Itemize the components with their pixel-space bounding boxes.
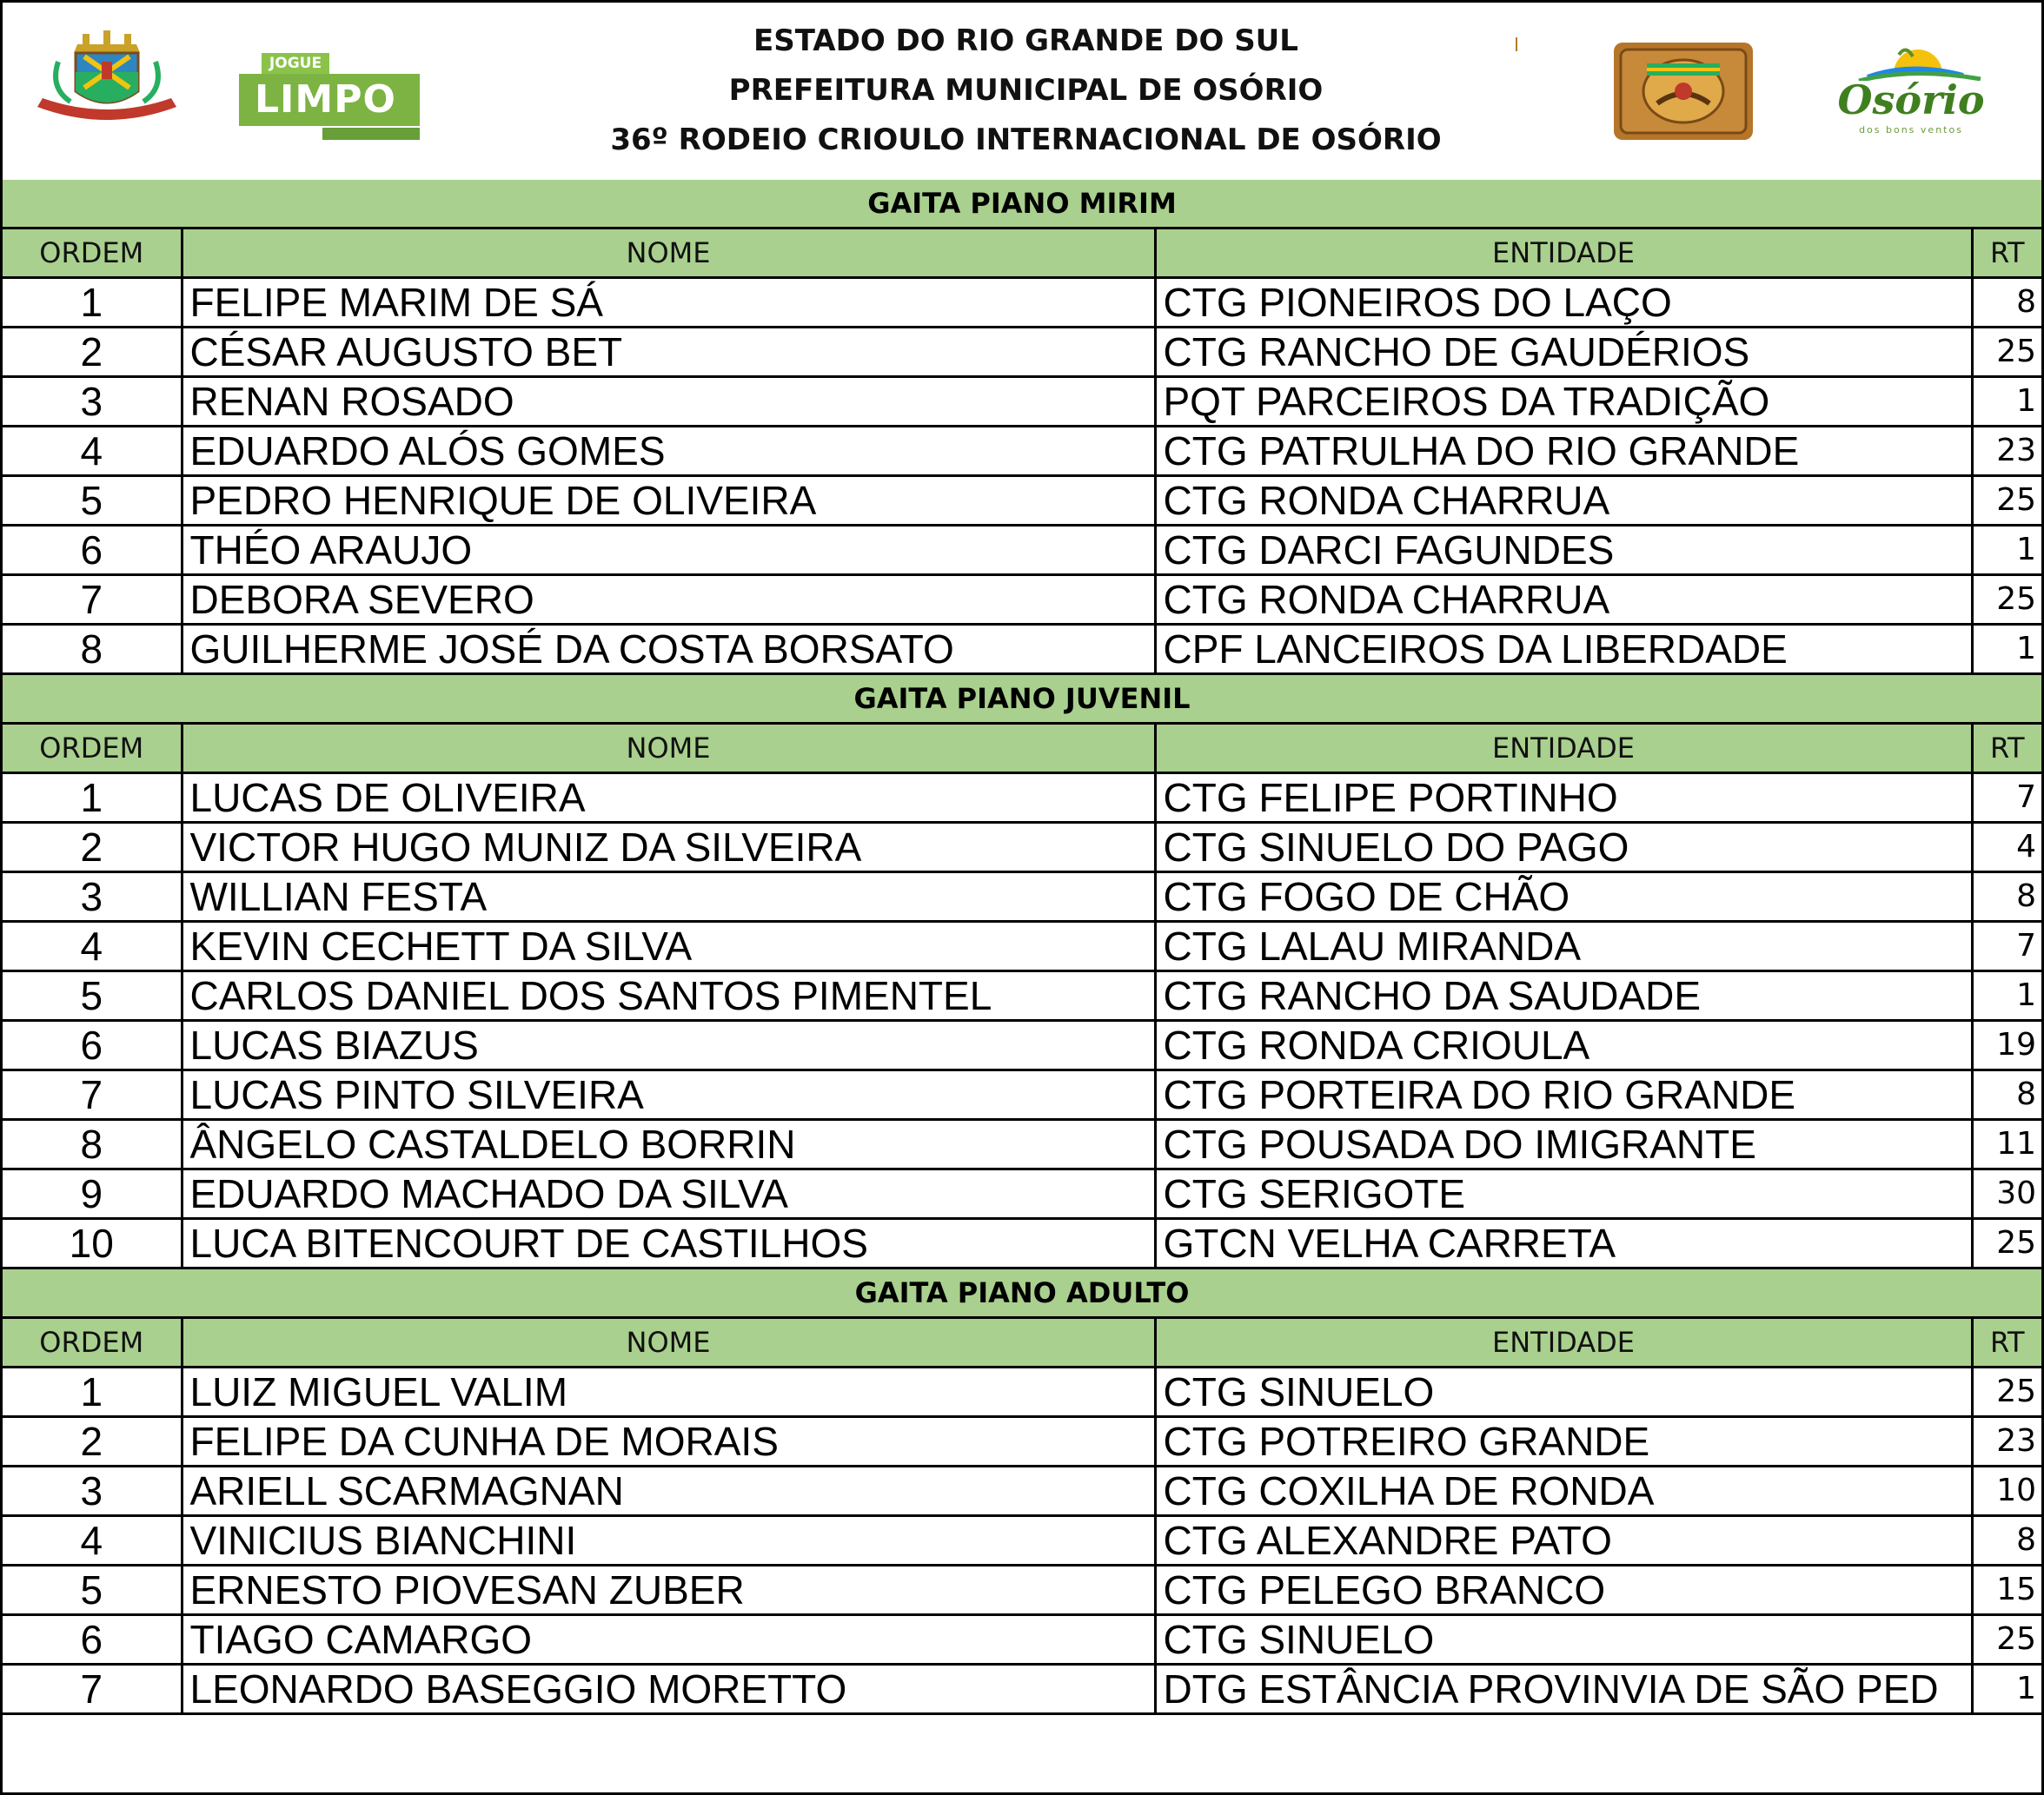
cell-ordem: 5 xyxy=(3,1566,182,1615)
cell-entidade: PQT PARCEIROS DA TRADIÇÃO xyxy=(1155,377,1972,427)
cell-entidade: CTG RONDA CRIOULA xyxy=(1155,1021,1972,1070)
cell-ordem: 2 xyxy=(3,1417,182,1467)
cell-ordem: 6 xyxy=(3,526,182,575)
participants-table-body xyxy=(3,180,2041,1714)
cell-nome: WILLIAN FESTA xyxy=(182,872,1155,922)
header-ordem: ORDEM xyxy=(3,724,182,773)
cell-entidade: CTG FELIPE PORTINHO xyxy=(1155,773,1972,823)
cell-nome: KEVIN CECHETT DA SILVA xyxy=(182,922,1155,971)
cell-ordem: 3 xyxy=(3,872,182,922)
cell-rt: 7 xyxy=(1972,773,2041,823)
header-ordem: ORDEM xyxy=(3,1318,182,1368)
cell-nome: EDUARDO MACHADO DA SILVA xyxy=(182,1169,1155,1219)
header-nome: NOME xyxy=(182,724,1155,773)
osorio-sun-icon xyxy=(1833,37,1986,81)
cell-nome: THÉO ARAUJO xyxy=(182,526,1155,575)
section-title: GAITA PIANO JUVENIL xyxy=(3,674,2041,724)
header-rt: RT xyxy=(1972,724,2041,773)
cell-nome: ÂNGELO CASTALDELO BORRIN xyxy=(182,1120,1155,1169)
cell-ordem: 3 xyxy=(3,377,182,427)
cell-entidade: CTG SERIGOTE xyxy=(1155,1169,1972,1219)
cell-nome: VINICIUS BIANCHINI xyxy=(182,1516,1155,1566)
cell-nome: LUIZ MIGUEL VALIM xyxy=(182,1368,1155,1417)
table-row xyxy=(3,427,2041,476)
cell-nome: PEDRO HENRIQUE DE OLIVEIRA xyxy=(182,476,1155,526)
cell-entidade: CPF LANCEIROS DA LIBERDADE xyxy=(1155,625,1972,674)
cell-entidade: CTG RONDA CHARRUA xyxy=(1155,575,1972,625)
cell-entidade: DTG ESTÂNCIA PROVINVIA DE SÃO PED xyxy=(1155,1665,1972,1714)
table-row xyxy=(3,971,2041,1021)
cell-rt: 8 xyxy=(1972,1070,2041,1120)
cell-rt: 19 xyxy=(1972,1021,2041,1070)
cell-ordem: 3 xyxy=(3,1467,182,1516)
table-row xyxy=(3,823,2041,872)
cell-ordem: 1 xyxy=(3,1368,182,1417)
header-nome: NOME xyxy=(182,229,1155,278)
cell-rt: 25 xyxy=(1972,1368,2041,1417)
table-row xyxy=(3,625,2041,674)
cell-ordem: 9 xyxy=(3,1169,182,1219)
cell-rt: 10 xyxy=(1972,1467,2041,1516)
cell-rt: 1 xyxy=(1972,526,2041,575)
cell-entidade: CTG RANCHO DA SAUDADE xyxy=(1155,971,1972,1021)
limpo-underline xyxy=(322,128,420,140)
cell-nome: CARLOS DANIEL DOS SANTOS PIMENTEL xyxy=(182,971,1155,1021)
rodeio-emblem-icon xyxy=(1612,41,1755,142)
cell-nome: FELIPE MARIM DE SÁ xyxy=(182,278,1155,328)
table-row xyxy=(3,328,2041,377)
cell-nome: EDUARDO ALÓS GOMES xyxy=(182,427,1155,476)
section-title-row xyxy=(3,180,2041,229)
table-row xyxy=(3,1070,2041,1120)
table-row xyxy=(3,1368,2041,1417)
column-header-row xyxy=(3,229,2041,278)
cell-rt: 11 xyxy=(1972,1120,2041,1169)
table-row xyxy=(3,575,2041,625)
cell-entidade: GTCN VELHA CARRETA xyxy=(1155,1219,1972,1268)
osorio-wordmark: Osório xyxy=(1837,76,1985,123)
cell-ordem: 7 xyxy=(3,575,182,625)
cell-ordem: 10 xyxy=(3,1219,182,1268)
table-row xyxy=(3,773,2041,823)
cell-rt: 23 xyxy=(1972,427,2041,476)
osorio-tagline: dos bons ventos xyxy=(1859,124,1963,136)
table-row xyxy=(3,1417,2041,1467)
cell-ordem: 1 xyxy=(3,773,182,823)
table-row xyxy=(3,1665,2041,1714)
osorio-logo xyxy=(1833,37,1986,142)
cell-ordem: 2 xyxy=(3,823,182,872)
cell-nome: ARIELL SCARMAGNAN xyxy=(182,1467,1155,1516)
cell-rt: 7 xyxy=(1972,922,2041,971)
header-state: ESTADO DO RIO GRANDE DO SUL xyxy=(753,23,1298,58)
cell-rt: 8 xyxy=(1972,1516,2041,1566)
table-row xyxy=(3,1021,2041,1070)
cell-ordem: 7 xyxy=(3,1665,182,1714)
table-row xyxy=(3,1566,2041,1615)
cell-nome: LUCAS PINTO SILVEIRA xyxy=(182,1070,1155,1120)
cell-rt: 1 xyxy=(1972,971,2041,1021)
cell-entidade: CTG PELEGO BRANCO xyxy=(1155,1566,1972,1615)
cell-entidade: CTG POTREIRO GRANDE xyxy=(1155,1417,1972,1467)
cell-entidade: CTG RANCHO DE GAUDÉRIOS xyxy=(1155,328,1972,377)
cell-entidade: CTG FOGO DE CHÃO xyxy=(1155,872,1972,922)
cell-entidade: CTG POUSADA DO IMIGRANTE xyxy=(1155,1120,1972,1169)
cell-entidade: CTG LALAU MIRANDA xyxy=(1155,922,1972,971)
cell-rt: 25 xyxy=(1972,1219,2041,1268)
cell-rt: 1 xyxy=(1972,625,2041,674)
header-prefeitura: PREFEITURA MUNICIPAL DE OSÓRIO xyxy=(728,73,1324,108)
cell-nome: CÉSAR AUGUSTO BET xyxy=(182,328,1155,377)
cell-nome: LUCA BITENCOURT DE CASTILHOS xyxy=(182,1219,1155,1268)
cell-entidade: CTG DARCI FAGUNDES xyxy=(1155,526,1972,575)
cell-ordem: 4 xyxy=(3,427,182,476)
municipal-crest-icon xyxy=(32,27,182,131)
cell-ordem: 6 xyxy=(3,1615,182,1665)
cell-entidade: CTG PORTEIRA DO RIO GRANDE xyxy=(1155,1070,1972,1120)
table-row xyxy=(3,526,2041,575)
cell-rt: 4 xyxy=(1972,823,2041,872)
cell-ordem: 1 xyxy=(3,278,182,328)
document-header xyxy=(3,3,2041,182)
cell-rt: 23 xyxy=(1972,1417,2041,1467)
cell-ordem: 5 xyxy=(3,971,182,1021)
table-row xyxy=(3,377,2041,427)
cell-nome: ERNESTO PIOVESAN ZUBER xyxy=(182,1566,1155,1615)
header-ordem: ORDEM xyxy=(3,229,182,278)
cell-entidade: CTG SINUELO xyxy=(1155,1368,1972,1417)
column-header-row xyxy=(3,724,2041,773)
cell-entidade: CTG PATRULHA DO RIO GRANDE xyxy=(1155,427,1972,476)
cell-ordem: 4 xyxy=(3,922,182,971)
cell-rt: 15 xyxy=(1972,1566,2041,1615)
header-event: 36º RODEIO CRIOULO INTERNACIONAL DE OSÓRIO xyxy=(610,123,1442,157)
section-title: GAITA PIANO ADULTO xyxy=(3,1268,2041,1318)
header-mark xyxy=(1516,37,1517,51)
cell-nome: GUILHERME JOSÉ DA COSTA BORSATO xyxy=(182,625,1155,674)
limpo-badge: LIMPO xyxy=(239,74,420,126)
table-row xyxy=(3,1169,2041,1219)
cell-nome: LUCAS DE OLIVEIRA xyxy=(182,773,1155,823)
header-entidade: ENTIDADE xyxy=(1155,1318,1972,1368)
cell-rt: 25 xyxy=(1972,575,2041,625)
column-header-row xyxy=(3,1318,2041,1368)
cell-entidade: CTG COXILHA DE RONDA xyxy=(1155,1467,1972,1516)
table-row xyxy=(3,476,2041,526)
cell-nome: LEONARDO BASEGGIO MORETTO xyxy=(182,1665,1155,1714)
header-entidade: ENTIDADE xyxy=(1155,724,1972,773)
cell-rt: 8 xyxy=(1972,872,2041,922)
section-title: GAITA PIANO MIRIM xyxy=(3,180,2041,229)
header-nome: NOME xyxy=(182,1318,1155,1368)
cell-rt: 25 xyxy=(1972,328,2041,377)
cell-ordem: 7 xyxy=(3,1070,182,1120)
cell-ordem: 8 xyxy=(3,1120,182,1169)
header-entidade: ENTIDADE xyxy=(1155,229,1972,278)
section-title-row xyxy=(3,1268,2041,1318)
cell-nome: DEBORA SEVERO xyxy=(182,575,1155,625)
cell-ordem: 8 xyxy=(3,625,182,674)
cell-nome: RENAN ROSADO xyxy=(182,377,1155,427)
table-row xyxy=(3,872,2041,922)
header-rt: RT xyxy=(1972,229,2041,278)
table-row xyxy=(3,1120,2041,1169)
participants-table xyxy=(3,180,2041,1715)
cell-ordem: 2 xyxy=(3,328,182,377)
cell-nome: FELIPE DA CUNHA DE MORAIS xyxy=(182,1417,1155,1467)
cell-nome: TIAGO CAMARGO xyxy=(182,1615,1155,1665)
table-row xyxy=(3,1516,2041,1566)
cell-entidade: CTG PIONEIROS DO LAÇO xyxy=(1155,278,1972,328)
cell-rt: 8 xyxy=(1972,278,2041,328)
table-row xyxy=(3,1219,2041,1268)
cell-rt: 30 xyxy=(1972,1169,2041,1219)
cell-rt: 1 xyxy=(1972,377,2041,427)
jogue-limpo-logo xyxy=(239,53,423,143)
cell-entidade: CTG SINUELO DO PAGO xyxy=(1155,823,1972,872)
cell-entidade: CTG ALEXANDRE PATO xyxy=(1155,1516,1972,1566)
table-row xyxy=(3,1467,2041,1516)
jogue-badge: JOGUE xyxy=(262,53,329,74)
cell-entidade: CTG RONDA CHARRUA xyxy=(1155,476,1972,526)
cell-rt: 25 xyxy=(1972,476,2041,526)
section-title-row xyxy=(3,674,2041,724)
cell-nome: LUCAS BIAZUS xyxy=(182,1021,1155,1070)
table-row xyxy=(3,1615,2041,1665)
table-row xyxy=(3,278,2041,328)
header-rt: RT xyxy=(1972,1318,2041,1368)
cell-ordem: 5 xyxy=(3,476,182,526)
cell-ordem: 6 xyxy=(3,1021,182,1070)
cell-entidade: CTG SINUELO xyxy=(1155,1615,1972,1665)
cell-ordem: 4 xyxy=(3,1516,182,1566)
table-row xyxy=(3,922,2041,971)
cell-rt: 1 xyxy=(1972,1665,2041,1714)
cell-nome: VICTOR HUGO MUNIZ DA SILVEIRA xyxy=(182,823,1155,872)
cell-rt: 25 xyxy=(1972,1615,2041,1665)
